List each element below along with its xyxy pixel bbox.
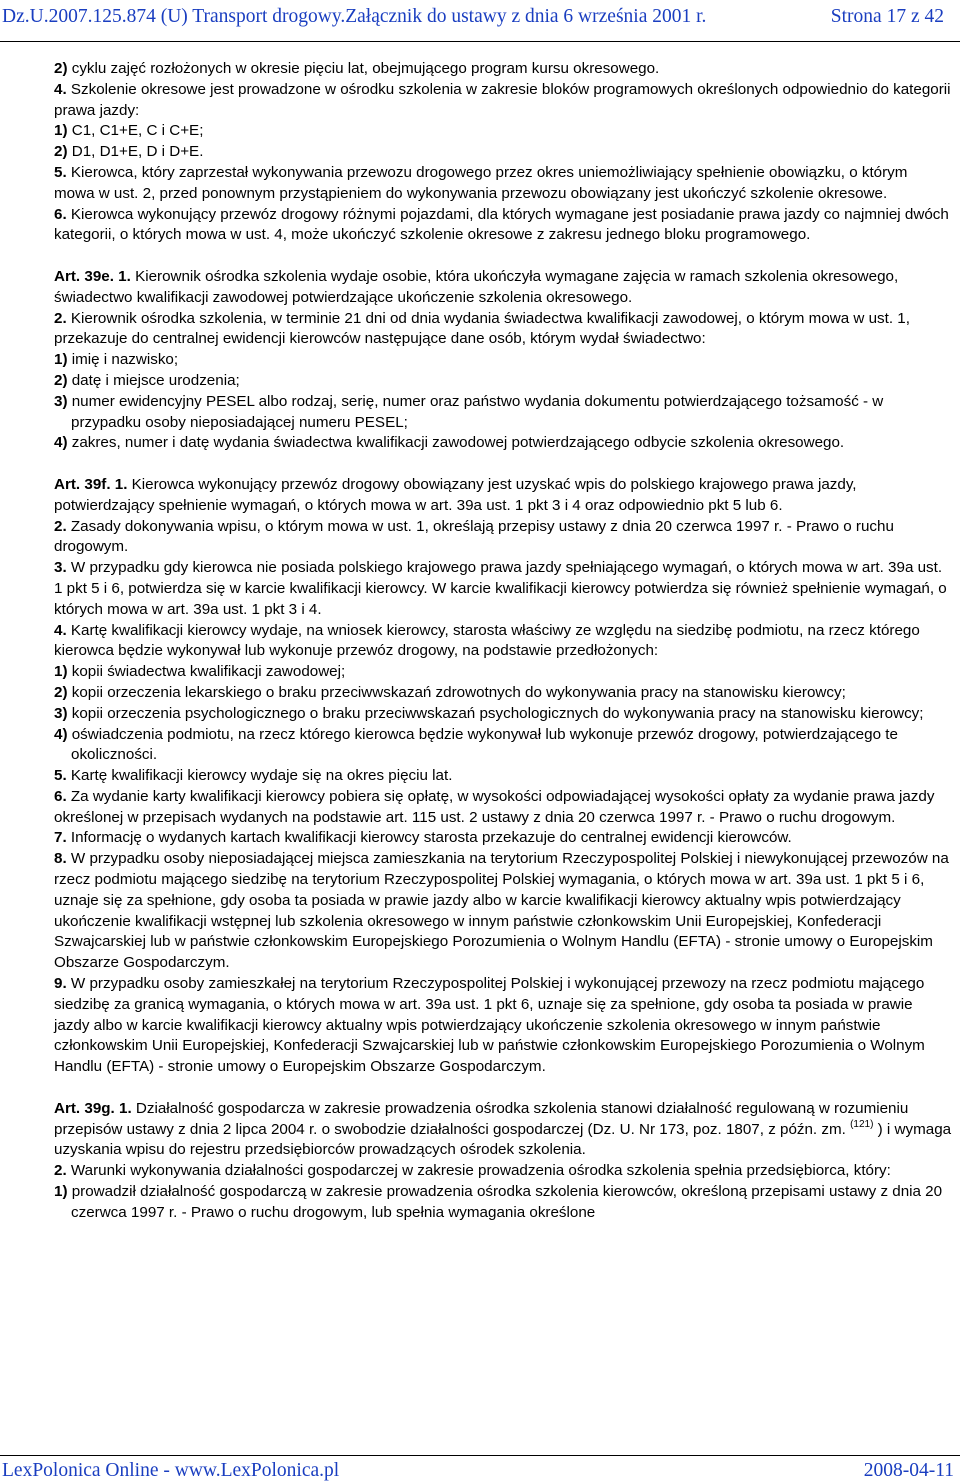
list-item: 1) imię i nazwisko; xyxy=(54,351,179,369)
list-item: 2) datę i miejsce urodzenia; xyxy=(54,371,240,389)
list-item: 4) oświadczenia podmiotu, na rzecz którego kierowca będzie wykonywał lub wykonuje przewóz drogowy, potwierdzającego te okoliczności. xyxy=(54,725,898,764)
page-header xyxy=(0,0,960,40)
list-item: 3) numer ewidencyjny PESEL albo rodzaj, serię, numer oraz państwo wydania dokumentu potwierdzającego tożsamość - w przypadku osoby nieposiadającej numeru PESEL; xyxy=(54,392,884,431)
paragraph: 4. Kartę kwalifikacji kierowcy wydaje, na wniosek kierowcy, starosta właściwy ze względu na siedzibę podmiotu, na rzecz którego kierowca będzie wykonywał lub wykonuje przewóz drogowy, na podstawie przedłożonych: xyxy=(54,621,920,660)
list-item: 1) kopii świadectwa kwalifikacji zawodowej; xyxy=(54,663,346,681)
paragraph: 5. Kierowca, który zaprzestał wykonywania przewozu drogowego przez okres uniemożliwiający spełnienie obowiązku, o którym mowa w ust. 2, przed ponownym przystąpieniem do wykonywania przewozu obowiązany jest ukończyć szkolenie okresowe. xyxy=(54,163,908,202)
footer-date: 2008-04-11 xyxy=(863,1460,954,1481)
footnote-reference: (121) xyxy=(850,1118,874,1130)
header-divider xyxy=(0,41,960,42)
paragraph: 7. Informację o wydanych kartach kwalifikacji kierowcy starosta przekazuje do centralnej ewidencji kierowców. xyxy=(54,829,792,847)
list-item: 2) kopii orzeczenia lekarskiego o braku przeciwwskazań zdrowotnych do wykonywania pracy na stanowisku kierowcy; xyxy=(54,683,846,701)
page-number: Strona 17 z 42 xyxy=(830,6,944,27)
paragraph: 3. W przypadku gdy kierowca nie posiada polskiego krajowego prawa jazdy spełniającego wymagań, o których mowa w art. 39a ust. 1 pkt 5 i 6, potwierdza się w karcie kwalifikacji kierowcy. W karcie kwalifikacji kierowcy potwierdza się również spełnienie wymagań, o których mowa w art. 39a ust. 1 pkt 3 i 4. xyxy=(54,559,947,618)
article-39e: Art. 39e. 1. Kierownik ośrodka szkolenia wydaje osobie, która ukończyła wymagane zajęcia w ramach szkolenia okresowego, świadectwo kwalifikacji zawodowej potwierdzające ukończenie szkolenia okresowego. xyxy=(54,267,899,306)
article-heading: Art. 39g. xyxy=(54,1099,115,1117)
paragraph: 8. W przypadku osoby nieposiadającej miejsca zamieszkania na terytorium Rzeczypospolitej Polskiej i niewykonującej przewozów na rzecz podmiotu mającego siedzibę na terytorium Rzeczypospolitej Polskiej wymagania, o których mowa w art. 39a ust. 1 pkt 5 i 6, uznaje się za spełnione, gdy osoba ta posiada w prawie jazdy albo w karcie kwalifikacji kierowcy aktualny wpis potwierdzający ukończenie kwalifikacji wstępnej lub szkolenia okresowego w innym państwie członkowskim Unii Europejskiej, Konfederacji Szwajcarskiej lub w państwie członkowskim Europejskiego Porozumienia o Wolnym Handlu (EFTA) - stronie umowy o Europejskim Obszarze Gospodarczym. xyxy=(54,850,949,972)
article-39f: Art. 39f. 1. Kierowca wykonujący przewóz drogowy obowiązany jest uzyskać wpis do polskiego krajowego prawa jazdy, potwierdzający spełnienie wymagań, o których mowa w art. 39a ust. 1 pkt 3 i 4 oraz odpowiednio pkt 5 lub 6. xyxy=(54,475,857,514)
paragraph: 6. Za wydanie karty kwalifikacji kierowcy pobiera się opłatę, w wysokości odpowiadającej wysokości opłaty za wydanie prawa jazdy określonej w przepisach wydanych na podstawie art. 115 ust. 2 ustawy z dnia 20 czerwca 1997 r. - Prawo o ruchu drogowym. xyxy=(54,787,935,826)
paragraph: 5. Kartę kwalifikacji kierowcy wydaje się na okres pięciu lat. xyxy=(54,767,453,785)
paragraph: 6. Kierowca wykonujący przewóz drogowy różnymi pojazdami, dla których wymagane jest posiadanie prawa jazdy co najmniej dwóch kategorii, o których mowa w ust. 4, może ukończyć szkolenie okresowe z zakresu jednego bloku programowego. xyxy=(54,205,949,244)
footer-source: LexPolonica Online - www.LexPolonica.pl xyxy=(2,1460,340,1481)
document-body xyxy=(18,59,952,1224)
article-heading: Art. 39e. xyxy=(54,267,114,285)
paragraph: 2. Zasady dokonywania wpisu, o którym mowa w ust. 1, określają przepisy ustawy z dnia 20 czerwca 1997 r. - Prawo o ruchu drogowym. xyxy=(54,517,894,556)
paragraph: 2) cyklu zajęć rozłożonych w okresie pięciu lat, obejmującego program kursu okresowego. xyxy=(54,60,660,77)
list-item: 1) prowadził działalność gospodarczą w zakresie prowadzenia ośrodka szkolenia kierowców, określoną przepisami ustawy z dnia 20 czerwca 1997 r. - Prawo o ruchu drogowym, lub spełnia wymagania określone xyxy=(54,1183,943,1221)
list-item: 2) D1, D1+E, D i D+E. xyxy=(54,143,204,161)
footer-divider xyxy=(0,1455,960,1456)
list-item: 4) zakres, numer i datę wydania świadectwa kwalifikacji zawodowej potwierdzającego odbycie szkolenia okresowego. xyxy=(54,434,845,452)
paragraph: 9. W przypadku osoby zamieszkałej na terytorium Rzeczypospolitej Polskiej i wykonującej przewozy na rzecz podmiotu mającego siedzibę za granicą wymagania, o których mowa w art. 39a ust. 1 pkt 6, uznaje się za spełnione, gdy osoba ta posiada w prawie jazdy albo w karcie kwalifikacji kierowcy aktualny wpis potwierdzający ukończenie szkolenia okresowego w innym państwie członkowskim Unii Europejskiej, Konfederacji Szwajcarskiej lub w państwie członkowskim Europejskiego Porozumienia o Wolnym Handlu (EFTA) - stronie umowy o Europejskim Obszarze Gospodarczym. xyxy=(54,975,925,1076)
article-39g: Art. 39g. 1. Działalność gospodarcza w zakresie prowadzenia ośrodka szkolenia stanowi działalność regulowaną w rozumieniu przepisów ustawy z dnia 2 lipca 2004 r. o swobodzie działalności gospodarczej (Dz. U. Nr 173, poz. 1807, z późn. zm. $^{(121)}$ ) i wymaga uzyskania wpisu do rejestru przedsiębiorców prowadzących ośrodek szkolenia. xyxy=(54,1099,952,1159)
document-title: Dz.U.2007.125.874 (U) Transport drogowy.Załącznik do ustawy z dnia 6 września 2001 r. xyxy=(2,6,707,27)
list-item: 1) C1, C1+E, C i C+E; xyxy=(54,122,204,140)
paragraph: 2. Warunki wykonywania działalności gospodarczej w zakresie prowadzenia ośrodka szkolenia spełnia przedsiębiorca, który: xyxy=(54,1162,891,1180)
paragraph: 2. Kierownik ośrodka szkolenia, w terminie 21 dni od dnia wydania świadectwa kwalifikacji zawodowej, o którym mowa w ust. 1, przekazuje do centralnej ewidencji kierowców następujące dane osób, którym wydał świadectwo: xyxy=(54,309,910,348)
paragraph: 4. Szkolenie okresowe jest prowadzone w ośrodku szkolenia w zakresie bloków programowych określonych odpowiednio do kategorii prawa jazdy: xyxy=(54,80,951,119)
list-item: 3) kopii orzeczenia psychologicznego o braku przeciwwskazań psychologicznych do wykonywania pracy na stanowisku kierowcy; xyxy=(54,704,924,722)
article-heading: Art. 39f. xyxy=(54,475,111,493)
page-footer xyxy=(0,1458,960,1484)
